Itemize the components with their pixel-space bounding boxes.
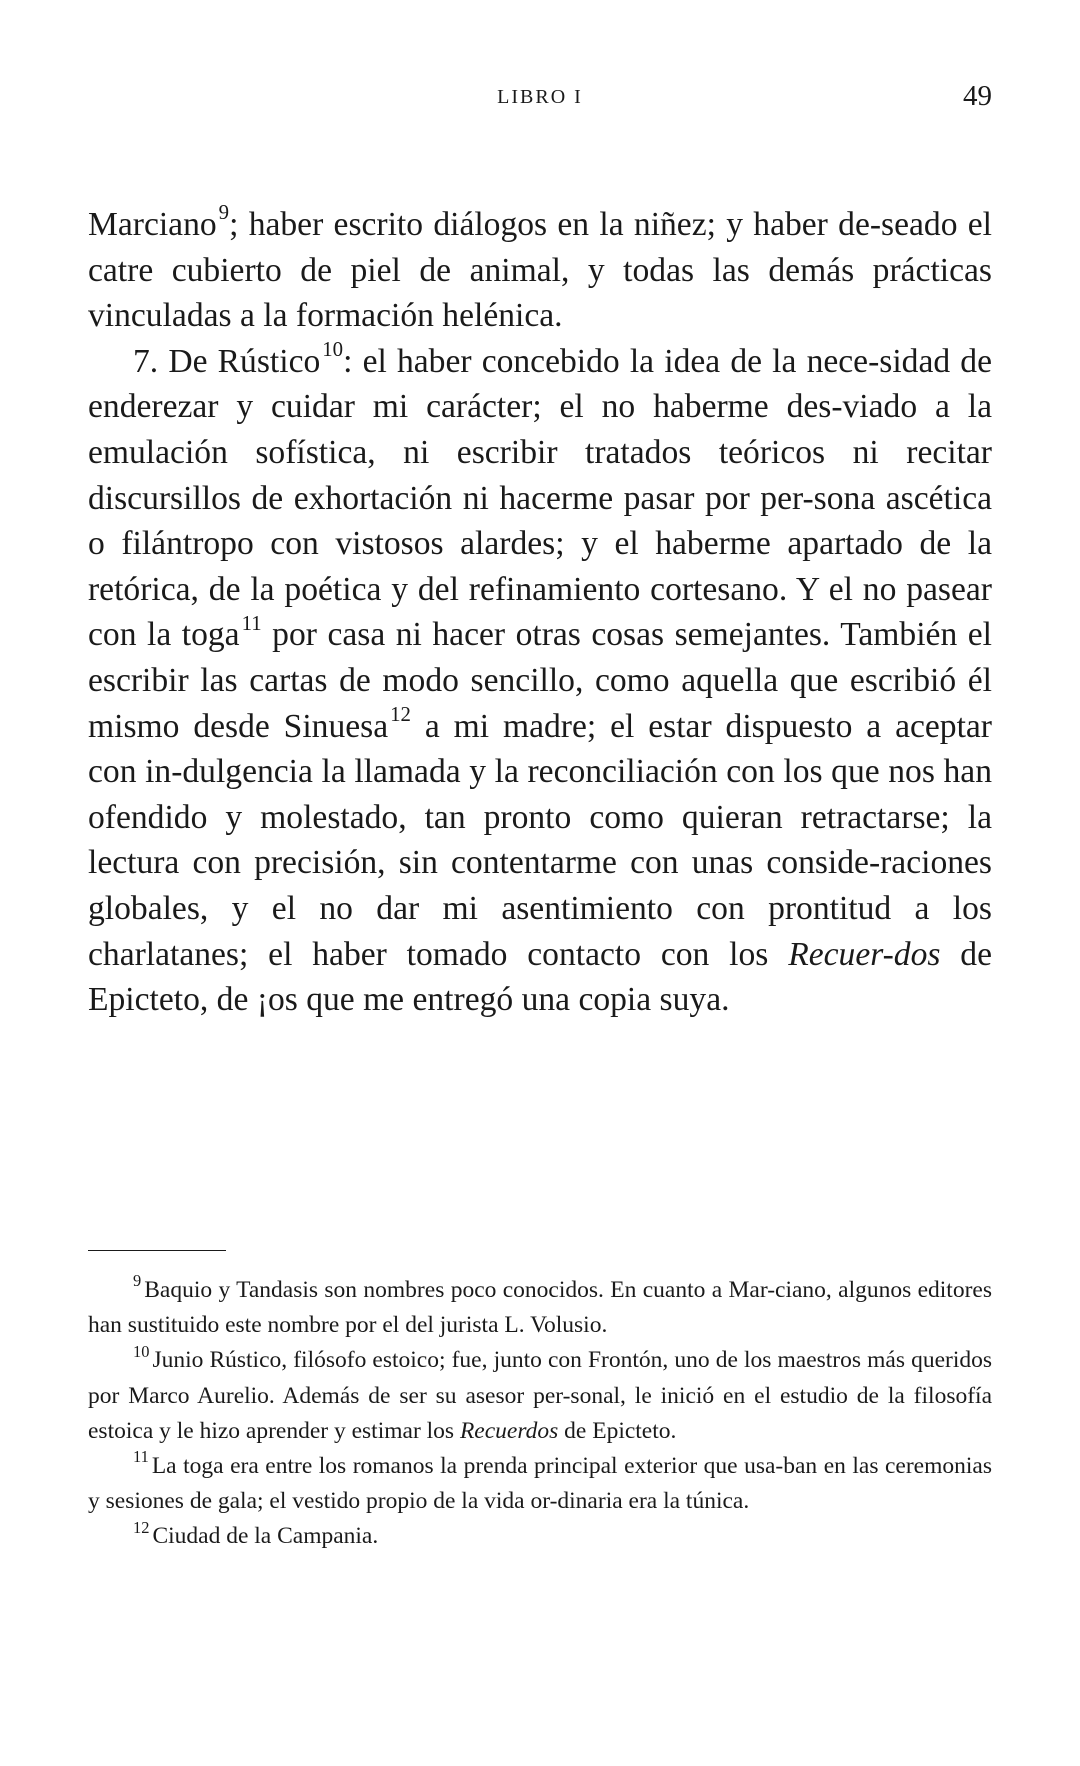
text-run: por casa ni hacer otras cosas semejantes. También el escribir las cartas de modo sencillo, como aquella que escribió él mismo desde Sinuesa xyxy=(88,616,992,745)
running-head xyxy=(88,80,992,120)
text-run: ; haber escrito diálogos en la niñez; y haber de-seado el catre cubierto de piel de animal, y todas las demás prácticas vinculadas a la formación helénica. xyxy=(88,206,992,335)
footnote-number: 12 xyxy=(133,1517,150,1537)
paragraph-rustico xyxy=(88,339,992,1023)
text-run: de Epicteto, de ¡os que me entregó una copia suya. xyxy=(88,935,992,1019)
footnote-ref-12: 12 xyxy=(390,701,411,726)
footnote-ref-9: 9 xyxy=(218,200,230,225)
text-run: a mi madre; el estar dispuesto a aceptar con in-dulgencia la llamada y la reconciliación con los que nos han ofendido y molestado, tan pronto como quieran retractarse; la lectura con precisión, sin contentarme con unas conside-raciones globales, y el no dar mi asentimiento con prontitud a los charlatanes; el haber tomado contacto con los xyxy=(88,707,992,973)
footnote-number: 10 xyxy=(133,1341,150,1361)
text-run: : el haber concebido la idea de la nece-sidad de enderezar y cuidar mi carácter; el no haberme des-viado a la emulación sofística, ni escribir tratados teóricos ni recitar discursillos de exhortación ni hacerme pasar por per-sona ascética o filántropo con vistosos alardes; y el haberme apartado de la retórica, de la poética y del refinamiento cortesano. Y el no pasear con la toga xyxy=(88,342,992,654)
footnote-text: de Epicteto. xyxy=(558,1417,677,1444)
footnote-text: La toga era entre los romanos la prenda principal exterior que usa-ban en las ceremonias y sesiones de gala; el vestido propio de la vida or-dinaria era la túnica. xyxy=(88,1453,992,1515)
footnote-text: Junio Rústico, filósofo estoico; fue, junto con Frontón, uno de los maestros más queridos por Marco Aurelio. Además de ser su asesor per-sonal, le inició en el estudio de la filosofía estoica y le hizo aprender y estimar los xyxy=(88,1347,992,1444)
footnotes xyxy=(88,1273,992,1555)
paragraph-marciano xyxy=(88,202,992,339)
italic-title: Recuer-dos xyxy=(788,935,941,973)
text-run: 7. De Rústico xyxy=(133,342,321,380)
footnote-12 xyxy=(88,1519,992,1554)
footnote-text: Ciudad de la Campania. xyxy=(152,1523,379,1550)
main-text xyxy=(88,202,992,1023)
footnote-ref-10: 10 xyxy=(322,337,344,362)
footnote-10 xyxy=(88,1343,992,1449)
italic-title: Recuerdos xyxy=(459,1417,559,1444)
footnote-11 xyxy=(88,1449,992,1519)
page-number: 49 xyxy=(963,80,992,112)
footnote-number: 11 xyxy=(133,1447,149,1467)
running-title: LIBRO I xyxy=(497,86,583,108)
text-run: Marciano xyxy=(88,206,217,243)
footnote-number: 9 xyxy=(133,1271,142,1291)
footnote-9 xyxy=(88,1273,992,1343)
footnote-ref-11: 11 xyxy=(241,610,262,635)
footnote-text: Baquio y Tandasis son nombres poco conocidos. En cuanto a Mar-ciano, algunos editores han sustituido este nombre por el del jurista L. Volusio. xyxy=(88,1277,992,1339)
footnote-separator xyxy=(88,1250,226,1251)
